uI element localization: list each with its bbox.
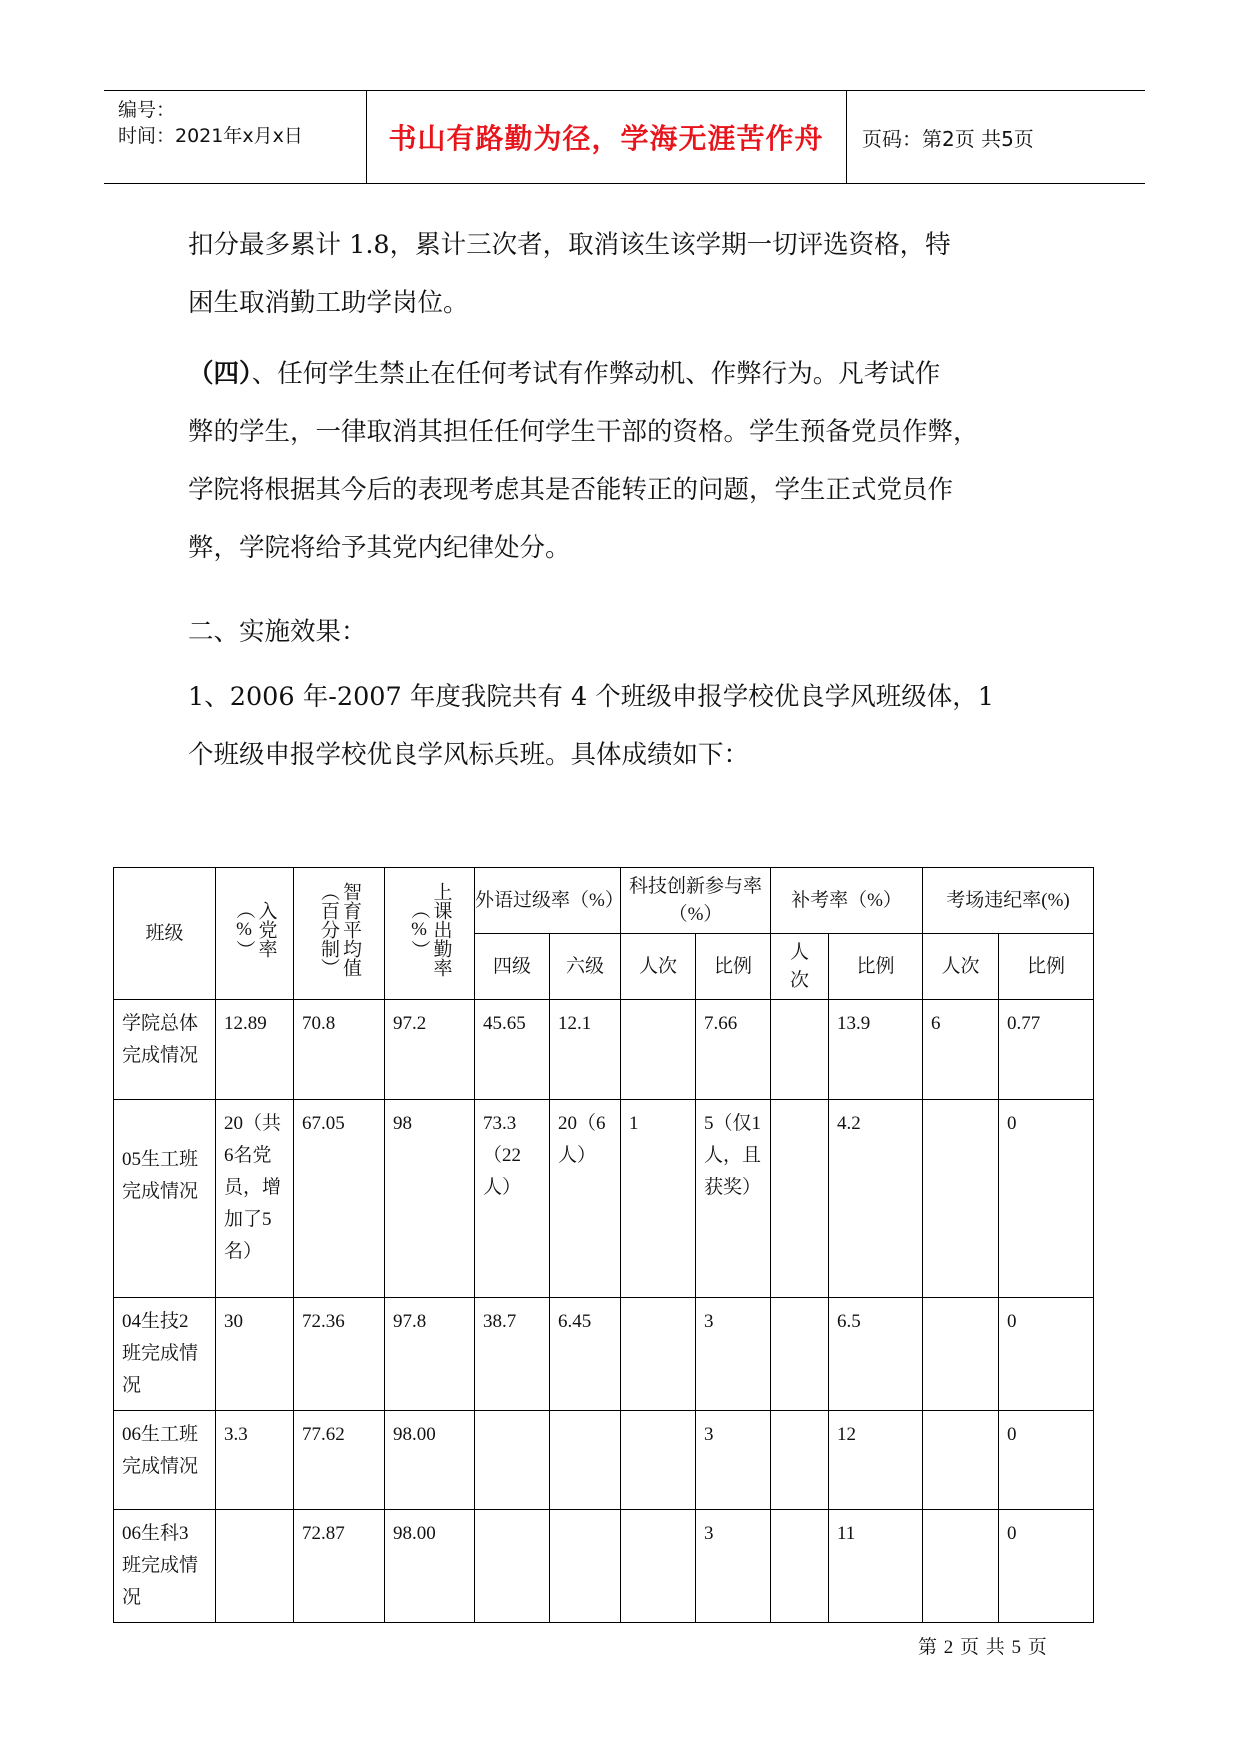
text-run: 、任何学生禁止在任何考试有作弊动机、作弊行为。凡考试作 xyxy=(251,359,941,389)
cell-gpa xyxy=(294,1000,385,1100)
header-exam: 考场违纪率(%) xyxy=(923,868,1094,934)
header-gpa-text: 智育平均值（百分制） xyxy=(318,881,361,977)
header-exam-count: 人次 xyxy=(923,934,999,1000)
cell-text: 77.62 xyxy=(302,1424,345,1445)
cell-text: 98.00 xyxy=(393,1523,436,1544)
cell-text: 学院总体完成情况 xyxy=(122,1013,199,1066)
cell-exam-ratio xyxy=(999,1411,1094,1510)
cell-text: 4.2 xyxy=(837,1113,861,1134)
cell-makeup-ratio xyxy=(829,1000,923,1100)
cell-text: 6.5 xyxy=(837,1311,861,1332)
cell-cet4 xyxy=(475,1298,550,1411)
cell-text: 7.66 xyxy=(704,1013,738,1034)
cell-text: 0.77 xyxy=(1007,1013,1041,1034)
cell-text: 1 xyxy=(629,1113,639,1134)
cell-text: 11 xyxy=(837,1523,856,1544)
cell-text: 06生工班完成情况 xyxy=(122,1424,199,1477)
text-line: 困生取消勤工助学岗位。 xyxy=(188,288,469,318)
table-row xyxy=(114,1100,1094,1298)
text-line: 扣分最多累计 1.8，累计三次者，取消该生该学期一切评选资格，特 xyxy=(188,230,951,260)
text-line: 二、实施效果： xyxy=(188,617,367,647)
cell-tech-count xyxy=(621,1411,696,1510)
cell-text: 06生科3班完成情况 xyxy=(122,1523,199,1608)
cell-cet6 xyxy=(550,1510,621,1623)
header-motto xyxy=(366,91,847,183)
cell-tech-ratio xyxy=(696,1411,771,1510)
cell-exam-count xyxy=(923,1411,999,1510)
cell-text xyxy=(475,1411,549,1427)
cell-exam-ratio xyxy=(999,1100,1094,1298)
cell-cet6 xyxy=(550,1100,621,1298)
cell-exam-ratio xyxy=(999,1000,1094,1100)
text-line: 1、2006 年-2007 年度我院共有 4 个班级申报学校优良学风班级体，1 xyxy=(188,682,995,712)
cell-makeup-ratio xyxy=(829,1298,923,1411)
cell-tech-count xyxy=(621,1298,696,1411)
section-heading xyxy=(188,603,1068,661)
header-cet4: 四级 xyxy=(475,934,550,1000)
cell-text xyxy=(771,1100,828,1116)
paragraph-cheating xyxy=(188,345,1068,577)
cell-text: 12.89 xyxy=(224,1013,267,1034)
cell-text: 13.9 xyxy=(837,1013,871,1034)
cell-tech-count xyxy=(621,1100,696,1298)
header-tech-count: 人次 xyxy=(621,934,696,1000)
cell-text: 12 xyxy=(837,1424,856,1445)
text-line: 弊的学生，一律取消其担任任何学生干部的资格。学生预备党员作弊， xyxy=(188,417,979,447)
header-tech-ratio: 比例 xyxy=(696,934,771,1000)
cell-text xyxy=(621,1000,695,1016)
cell-class xyxy=(114,1411,216,1510)
cell-cet4 xyxy=(475,1000,550,1100)
cell-text xyxy=(621,1298,695,1314)
cell-text: 67.05 xyxy=(302,1113,345,1134)
results-table xyxy=(113,867,1094,1623)
header-language: 外语过级率（%） xyxy=(475,868,621,934)
cell-text: 04生技2班完成情况 xyxy=(122,1311,199,1396)
cell-class xyxy=(114,1000,216,1100)
header-makeup-ratio: 比例 xyxy=(829,934,923,1000)
cell-text: 30 xyxy=(224,1311,243,1332)
cell-text: 6.45 xyxy=(558,1311,592,1332)
cell-cet4 xyxy=(475,1411,550,1510)
cell-makeup-ratio xyxy=(829,1100,923,1298)
cell-attend xyxy=(385,1100,475,1298)
cell-gpa xyxy=(294,1298,385,1411)
cell-text: 97.8 xyxy=(393,1311,427,1332)
cell-makeup-count xyxy=(771,1000,829,1100)
cell-text: 3.3 xyxy=(224,1424,248,1445)
cell-class xyxy=(114,1510,216,1623)
document-time-label: 时间：2021年x月x日 xyxy=(118,125,303,147)
header-party-text: 入党率（%） xyxy=(233,899,277,959)
header-exam-ratio: 比例 xyxy=(999,934,1094,1000)
header-class: 班级 xyxy=(114,868,216,1000)
cell-text xyxy=(771,1000,828,1016)
cell-cet6 xyxy=(550,1298,621,1411)
cell-party xyxy=(216,1100,294,1298)
cell-text: 6 xyxy=(931,1013,941,1034)
cell-attend xyxy=(385,1411,475,1510)
cell-text xyxy=(621,1510,695,1526)
cell-text: 72.36 xyxy=(302,1311,345,1332)
cell-text xyxy=(771,1411,828,1427)
paragraph-deduction xyxy=(188,216,1068,332)
cell-text: 73.3（22人） xyxy=(483,1113,522,1198)
table-row xyxy=(114,1411,1094,1510)
text-line: 弊，学院将给予其党内纪律处分。 xyxy=(188,533,571,563)
cell-makeup-count xyxy=(771,1411,829,1510)
cell-exam-count xyxy=(923,1000,999,1100)
cell-exam-ratio xyxy=(999,1510,1094,1623)
cell-attend xyxy=(385,1510,475,1623)
cell-text xyxy=(923,1411,998,1427)
cell-text: 05生工班完成情况 xyxy=(122,1149,199,1202)
cell-text: 20（共6名党员，增加了5名） xyxy=(224,1113,282,1262)
cell-tech-count xyxy=(621,1510,696,1623)
cell-tech-ratio xyxy=(696,1510,771,1623)
page-footer: 第 2 页 共 5 页 xyxy=(918,1637,1048,1658)
cell-tech-ratio xyxy=(696,1100,771,1298)
cell-tech-ratio xyxy=(696,1298,771,1411)
cell-exam-ratio xyxy=(999,1298,1094,1411)
text-line: 个班级申报学校优良学风标兵班。具体成绩如下： xyxy=(188,740,750,770)
cell-cet4 xyxy=(475,1510,550,1623)
page-header xyxy=(104,90,1145,184)
cell-text: 97.2 xyxy=(393,1013,427,1034)
cell-text: 3 xyxy=(704,1311,714,1332)
cell-gpa xyxy=(294,1100,385,1298)
cell-class xyxy=(114,1298,216,1411)
cell-text: 12.1 xyxy=(558,1013,592,1034)
cell-tech-ratio xyxy=(696,1000,771,1100)
header-makeup-count: 人次 xyxy=(771,934,829,1000)
cell-cet6 xyxy=(550,1000,621,1100)
table-row xyxy=(114,1000,1094,1100)
cell-text xyxy=(550,1411,620,1427)
cell-text xyxy=(923,1298,998,1314)
cell-text: 5（仅1人，且获奖） xyxy=(704,1113,762,1198)
cell-class xyxy=(114,1100,216,1298)
cell-text: 0 xyxy=(1007,1113,1017,1134)
cell-text: 70.8 xyxy=(302,1013,336,1034)
header-cet6: 六级 xyxy=(550,934,621,1000)
cell-gpa xyxy=(294,1411,385,1510)
cell-text: 98.00 xyxy=(393,1424,436,1445)
cell-text: 72.87 xyxy=(302,1523,345,1544)
cell-text xyxy=(923,1510,998,1526)
cell-text: 38.7 xyxy=(483,1311,517,1332)
cell-text: 45.65 xyxy=(483,1013,526,1034)
cell-text: 0 xyxy=(1007,1523,1017,1544)
header-attendance xyxy=(385,868,475,1000)
table-row xyxy=(114,1510,1094,1623)
cell-text xyxy=(475,1510,549,1526)
cell-text: 3 xyxy=(704,1424,714,1445)
cell-exam-count xyxy=(923,1298,999,1411)
header-gpa xyxy=(294,868,385,1000)
cell-attend xyxy=(385,1000,475,1100)
cell-text xyxy=(771,1298,828,1314)
cell-text xyxy=(550,1510,620,1526)
cell-text xyxy=(771,1510,828,1526)
cell-tech-count xyxy=(621,1000,696,1100)
header-attendance-text: 上课出勤率（%） xyxy=(408,881,452,977)
cell-text xyxy=(923,1100,998,1116)
cell-makeup-ratio xyxy=(829,1411,923,1510)
cell-text xyxy=(216,1510,293,1526)
cell-text: 0 xyxy=(1007,1424,1017,1445)
table-header-row xyxy=(114,868,1094,934)
motto-text: 书山有路勤为径，学海无涯苦作舟 xyxy=(388,122,824,155)
cell-text: 0 xyxy=(1007,1311,1017,1332)
cell-makeup-count xyxy=(771,1510,829,1623)
cell-text: 20（6人） xyxy=(558,1113,606,1166)
cell-makeup-ratio xyxy=(829,1510,923,1623)
header-makeup: 补考率（%） xyxy=(771,868,923,934)
cell-makeup-count xyxy=(771,1298,829,1411)
header-party-rate xyxy=(216,868,294,1000)
cell-party xyxy=(216,1411,294,1510)
text-line: 学院将根据其今后的表现考虑其是否能转正的问题，学生正式党员作 xyxy=(188,475,954,505)
section-number: （四） xyxy=(188,359,252,389)
table-row xyxy=(114,1298,1094,1411)
header-meta xyxy=(104,91,367,183)
cell-text: 98 xyxy=(393,1113,412,1134)
text-line xyxy=(188,345,1068,403)
cell-party xyxy=(216,1510,294,1623)
cell-cet6 xyxy=(550,1411,621,1510)
cell-exam-count xyxy=(923,1100,999,1298)
cell-exam-count xyxy=(923,1510,999,1623)
cell-text: 3 xyxy=(704,1523,714,1544)
cell-attend xyxy=(385,1298,475,1411)
cell-party xyxy=(216,1000,294,1100)
header-page-info: 页码：第2页 共5页 xyxy=(862,126,1034,151)
cell-text xyxy=(621,1411,695,1427)
cell-gpa xyxy=(294,1510,385,1623)
paragraph-results xyxy=(188,668,1068,784)
header-tech: 科技创新参与率（%） xyxy=(621,868,771,934)
cell-cet4 xyxy=(475,1100,550,1298)
document-number-label: 编号： xyxy=(118,99,176,121)
cell-party xyxy=(216,1298,294,1411)
cell-makeup-count xyxy=(771,1100,829,1298)
